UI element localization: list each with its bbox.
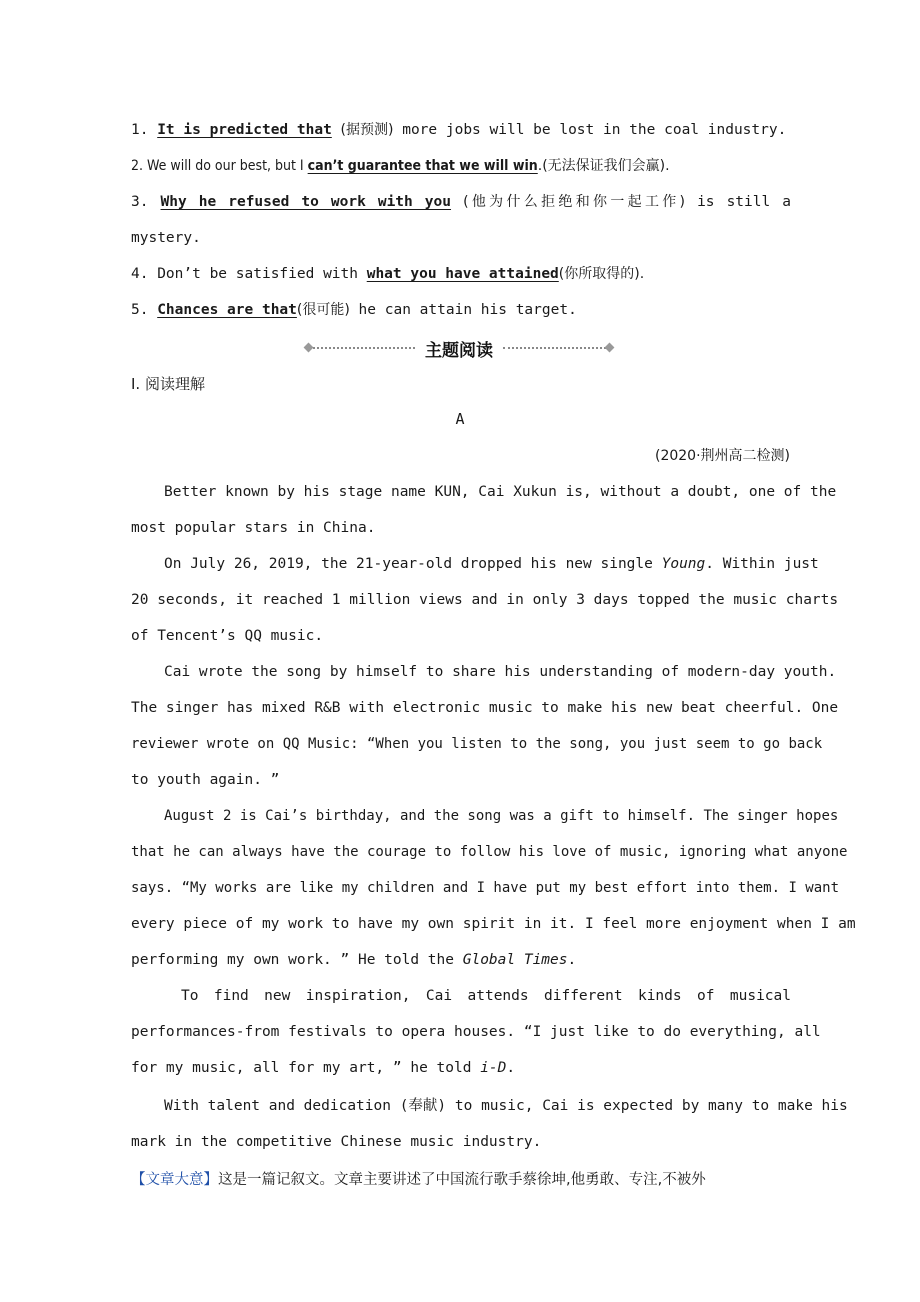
exercise-number: 5.: [131, 302, 149, 318]
publication-title: Global Times: [462, 952, 568, 968]
section-title-banner: [308, 336, 610, 360]
exercise-number: 4.: [131, 266, 149, 282]
paragraph-6-line-1: With talent and dedication (奉献) to music, Cai is expected by many to make his: [164, 1098, 848, 1114]
section-heading: Ⅰ. 阅读理解: [131, 375, 205, 393]
exercise-2: [131, 156, 791, 176]
paragraph-text: .: [567, 952, 577, 968]
exercise-number: 1.: [131, 122, 149, 138]
exercise-hint: (你所取得的).: [558, 266, 645, 282]
exercise-text: We will do our best, but I: [147, 158, 308, 174]
exercise-3: [131, 192, 791, 212]
exercise-number: 3.: [131, 194, 149, 210]
paragraph-5-line-3: [131, 1058, 791, 1078]
passage-letter: A: [455, 410, 465, 428]
exercise-answer: Chances are that: [157, 302, 297, 318]
paragraph-4-line-4: every piece of my work to have my own spirit in it. I feel more enjoyment when I am: [131, 916, 856, 932]
paragraph-text: .: [506, 1060, 516, 1076]
exercise-hint: (据预测): [340, 122, 394, 138]
summary-text: 这是一篇记叙文。文章主要讲述了中国流行歌手蔡徐坤,他勇敢、专注,不被外: [218, 1172, 706, 1188]
exercise-text: he can attain his target.: [349, 302, 577, 318]
paragraph-4-line-1: August 2 is Cai’s birthday, and the song was a gift to himself. The singer hopes: [164, 808, 839, 824]
exercise-hint: (很可能): [296, 302, 350, 318]
paragraph-3-line-1: Cai wrote the song by himself to share his understanding of modern-day youth.: [164, 664, 837, 680]
exercise-3-continued: mystery.: [131, 230, 201, 246]
exercise-4: [131, 264, 791, 284]
article-summary: [131, 1168, 791, 1189]
song-title: Young: [661, 556, 706, 572]
paragraph-1-line-1: Better known by his stage name KUN, Cai Xukun is, without a doubt, one of the: [164, 484, 837, 500]
paragraph-6-line-2: mark in the competitive Chinese music industry.: [131, 1134, 542, 1150]
exercise-text: Don’t be satisfied with: [157, 266, 367, 282]
paragraph-2-line-2: 20 seconds, it reached 1 million views and in only 3 days topped the music charts: [131, 592, 839, 608]
summary-tag: 【文章大意】: [131, 1172, 218, 1188]
paragraph-text: On July 26, 2019, the 21-year-old dropped his new single: [164, 556, 662, 572]
exercise-hint: (他为什么拒绝和你一起工作): [463, 194, 686, 210]
exercise-hint: .(无法保证我们会赢).: [537, 158, 670, 174]
publication-title: i-D: [480, 1060, 507, 1076]
paragraph-3-line-2: The singer has mixed R&B with electronic music to make his new beat cheerful. One: [131, 700, 839, 716]
passage-source: (2020·荆州高二检测): [654, 448, 790, 464]
paragraph-4-line-5: [131, 950, 791, 970]
paragraph-text: performing my own work. ” He told the: [131, 952, 463, 968]
exercise-answer: can’t guarantee that we will win: [307, 158, 538, 174]
paragraph-text: for my music, all for my art, ” he told: [131, 1060, 481, 1076]
section-title: 主题阅读: [425, 340, 493, 361]
paragraph-5-line-2: performances-from festivals to opera houses. “I just like to do everything, all: [131, 1024, 821, 1040]
paragraph-4-line-2: that he can always have the courage to follow his love of music, ignoring what anyone: [131, 844, 848, 860]
paragraph-4-line-3: says. “My works are like my children and I have put my best effort into them. I want: [131, 880, 840, 896]
paragraph-2-line-1: [164, 554, 819, 574]
exercise-answer: what you have attained: [366, 266, 559, 282]
paragraph-text: . Within just: [705, 556, 819, 572]
exercise-1: [131, 120, 791, 140]
exercise-number: 2.: [131, 158, 144, 174]
paragraph-5-line-1: To find new inspiration, Cai attends different kinds of musical: [181, 988, 791, 1004]
exercise-answer: It is predicted that: [157, 122, 332, 138]
exercise-text: more jobs will be lost in the coal industry.: [393, 122, 787, 138]
paragraph-3-line-4: to youth again. ”: [131, 772, 280, 788]
paragraph-2-line-3: of Tencent’s QQ music.: [131, 628, 324, 644]
divider-right: [503, 347, 610, 349]
paragraph-1-line-2: most popular stars in China.: [131, 520, 376, 536]
paragraph-3-line-3: reviewer wrote on QQ Music: “When you listen to the song, you just seem to go back: [131, 736, 823, 752]
exercise-5: [131, 300, 791, 320]
divider-left: [308, 347, 415, 349]
exercise-text: is still a: [697, 194, 791, 210]
exercise-answer: Why he refused to work with you: [160, 194, 452, 210]
